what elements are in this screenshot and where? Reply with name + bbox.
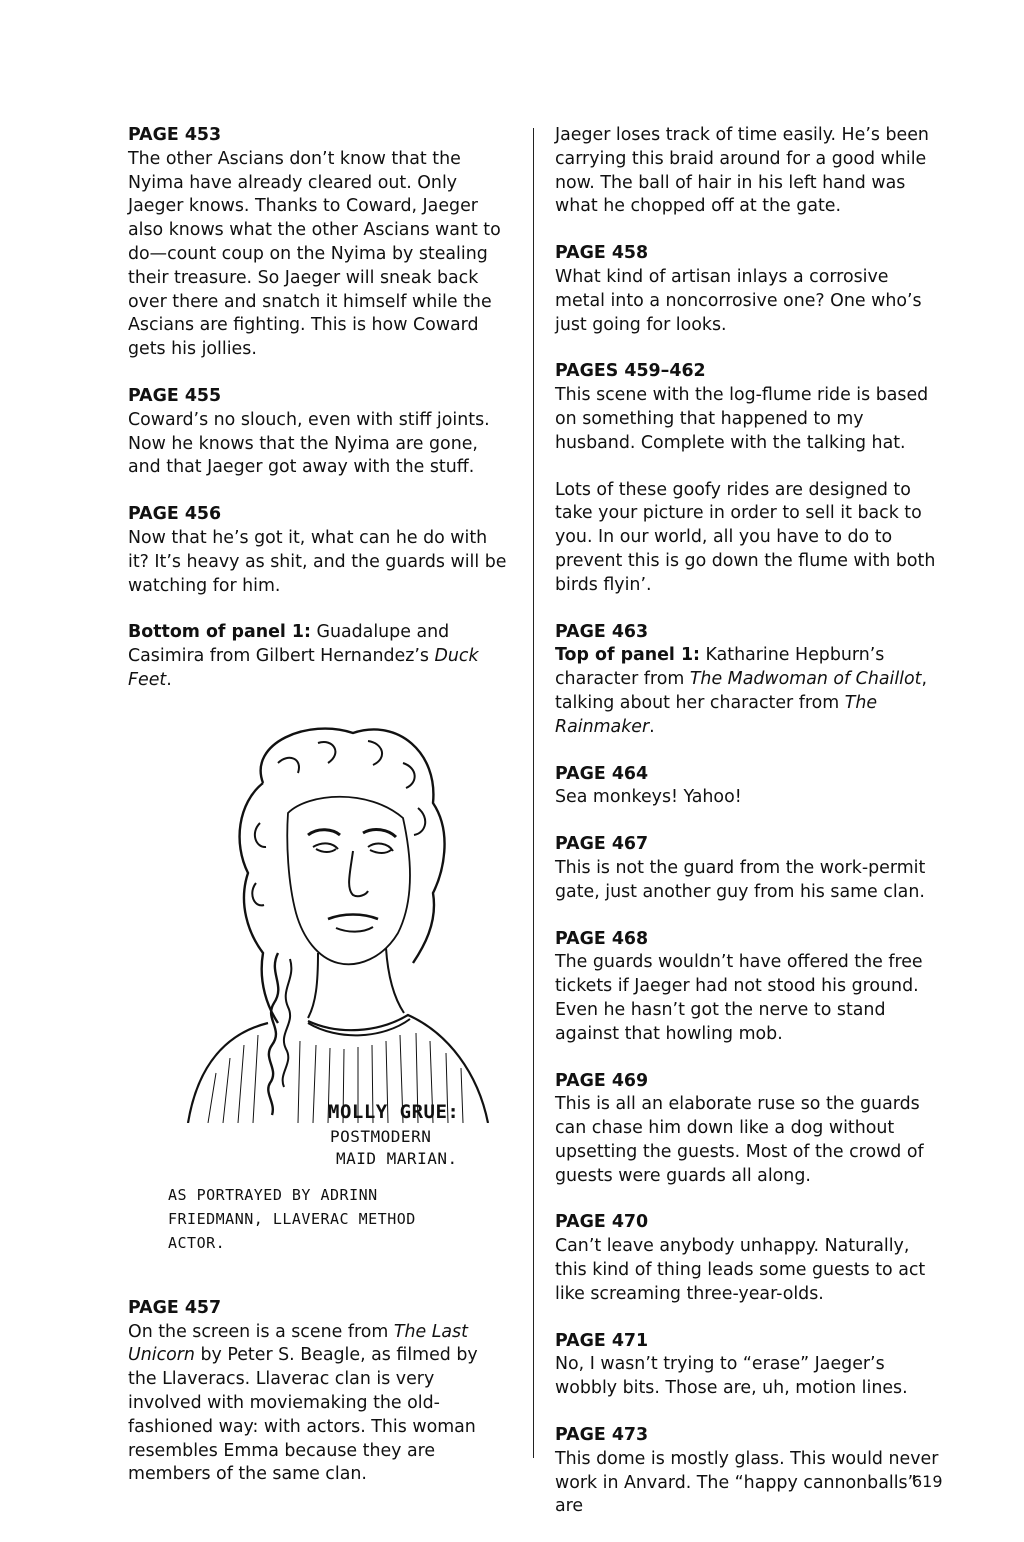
caption-line-1: POSTMODERN: [330, 1126, 432, 1146]
note-heading: PAGE 458: [555, 243, 649, 264]
note-pages-459-462: [555, 360, 940, 597]
note-page-453: [128, 124, 510, 362]
portrait-drawing: [168, 723, 498, 1123]
note-text: This is all an elaborate ruse so the guards can chase him down like a dog without upsetting the guests. Most of the crowd of guests were guards all along.: [555, 1094, 924, 1186]
note-page-471: [555, 1330, 940, 1401]
note-heading: PAGE 453: [128, 125, 222, 145]
note-page-473: [555, 1424, 940, 1519]
note-heading: PAGE 457: [128, 1297, 222, 1318]
note-text: [128, 1321, 510, 1488]
note-heading: PAGE 463: [555, 621, 649, 642]
panel-note: [128, 621, 510, 692]
note-heading: PAGE 469: [555, 1070, 649, 1091]
note-heading: PAGE 468: [555, 928, 649, 949]
note-text-start: On the screen is a scene from: [128, 1321, 394, 1342]
note-text: This dome is mostly glass. This would never work in Anvard. The “happy cannonballs” are: [555, 1448, 939, 1517]
note-page-469: [555, 1070, 940, 1189]
note-page-464: [555, 763, 940, 811]
note-continued: [555, 124, 940, 219]
caption-line-2: MAID MARIAN.: [336, 1148, 458, 1168]
note-text: Can’t leave anybody unhappy. Naturally, this kind of thing leads some guests to act like screaming three-year-olds.: [555, 1236, 926, 1304]
note-text: No, I wasn’t trying to “erase” Jaeger’s wobbly bits. Those are, uh, motion lines.: [555, 1354, 908, 1399]
note-page-467: [555, 833, 940, 904]
note-heading: PAGE 471: [555, 1330, 649, 1351]
panel-text-end: .: [166, 669, 172, 690]
note-heading: PAGES 459–462: [555, 361, 706, 382]
note-text: This is not the guard from the work-permit gate, just another guy from his same clan.: [555, 857, 926, 902]
note-text-end: by Peter S. Beagle, as filmed by the Llaveracs. Llaverac clan is very involved with moviemaking the old-fashioned way: with actors. This woman resembles Emma because they are members of the same clan.: [128, 1345, 478, 1485]
film-title-a: The Madwoman of Chaillot: [689, 669, 922, 690]
column-divider: [533, 128, 534, 1458]
note-page-456: [128, 503, 510, 693]
note-text: The guards wouldn’t have offered the free tickets if Jaeger had not stood his ground. Even he hasn’t got the nerve to stand against that howling mob.: [555, 952, 923, 1044]
note-heading: PAGE 455: [128, 385, 222, 406]
film-title: The Last Unicorn: [128, 1321, 468, 1366]
note-page-470: [555, 1211, 940, 1306]
note-text: Coward’s no slouch, even with stiff joints. Now he knows that the Nyima are gone, and that Jaeger got away with the stuff.: [128, 409, 490, 478]
note-page-458: [555, 242, 940, 337]
panel-note: [555, 644, 940, 739]
note-text: This scene with the log-flume ride is based on something that happened to my husband. Complete with the talking hat.: [555, 385, 929, 453]
note-heading: PAGE 467: [555, 834, 649, 855]
note-text-2: Lots of these goofy rides are designed to take your picture in order to sell it back to you. In our world, all you have to do to prevent this is go down the flume with both birds flyin’.: [555, 479, 936, 595]
film-title-b: The Rainmaker: [555, 692, 878, 737]
caption-credit: AS PORTRAYED BY ADRINN FRIEDMANN, LLAVERAC METHOD ACTOR.: [168, 1185, 416, 1252]
note-text: The other Ascians don’t know that the Nyima have already cleared out. Only Jaeger knows. Thanks to Coward, Jaeger also knows what the other Ascians want to do—count coup on the Nyima by stealing their treasure. So Jaeger will sneak back over there and snatch it himself while the Ascians are fighting. This is how Coward gets his jollies.: [128, 148, 501, 360]
molly-grue-illustration: [168, 723, 498, 1263]
note-heading: PAGE 470: [555, 1212, 649, 1233]
note-page-463: [555, 621, 940, 740]
note-text: What kind of artisan inlays a corrosive metal into a noncorrosive one? One who’s just going for looks.: [555, 266, 922, 335]
note-heading: PAGE 456: [128, 504, 222, 525]
panel-label: Bottom of panel 1:: [128, 622, 311, 643]
panel-text-c: .: [649, 716, 655, 737]
left-column: [128, 124, 510, 1510]
panel-title: Duck Feet: [128, 646, 479, 690]
note-page-468: [555, 928, 940, 1047]
panel-text-b: , talking about her character from: [555, 669, 927, 713]
note-text: Now that he’s got it, what can he do with it? It’s heavy as shit, and the guards will be watching for him.: [128, 527, 507, 596]
note-page-457: [128, 1297, 510, 1487]
caption-character-name: MOLLY GRUE:: [328, 1100, 460, 1123]
note-heading: PAGE 473: [555, 1425, 649, 1446]
note-text: Sea monkeys! Yahoo!: [555, 787, 742, 808]
panel-label: Top of panel 1:: [555, 645, 700, 666]
page-number: 619: [912, 1472, 943, 1491]
note-heading: PAGE 464: [555, 763, 649, 784]
panel-text: Guadalupe and Casimira from Gilbert Hernandez’s: [128, 622, 450, 667]
panel-text-a: Katharine Hepburn’s character from: [555, 645, 885, 690]
right-column: [555, 124, 940, 1542]
note-text: Jaeger loses track of time easily. He’s been carrying this braid around for a good while now. The ball of hair in his left hand was what he chopped off at the gate.: [555, 125, 929, 217]
note-page-455: [128, 385, 510, 480]
